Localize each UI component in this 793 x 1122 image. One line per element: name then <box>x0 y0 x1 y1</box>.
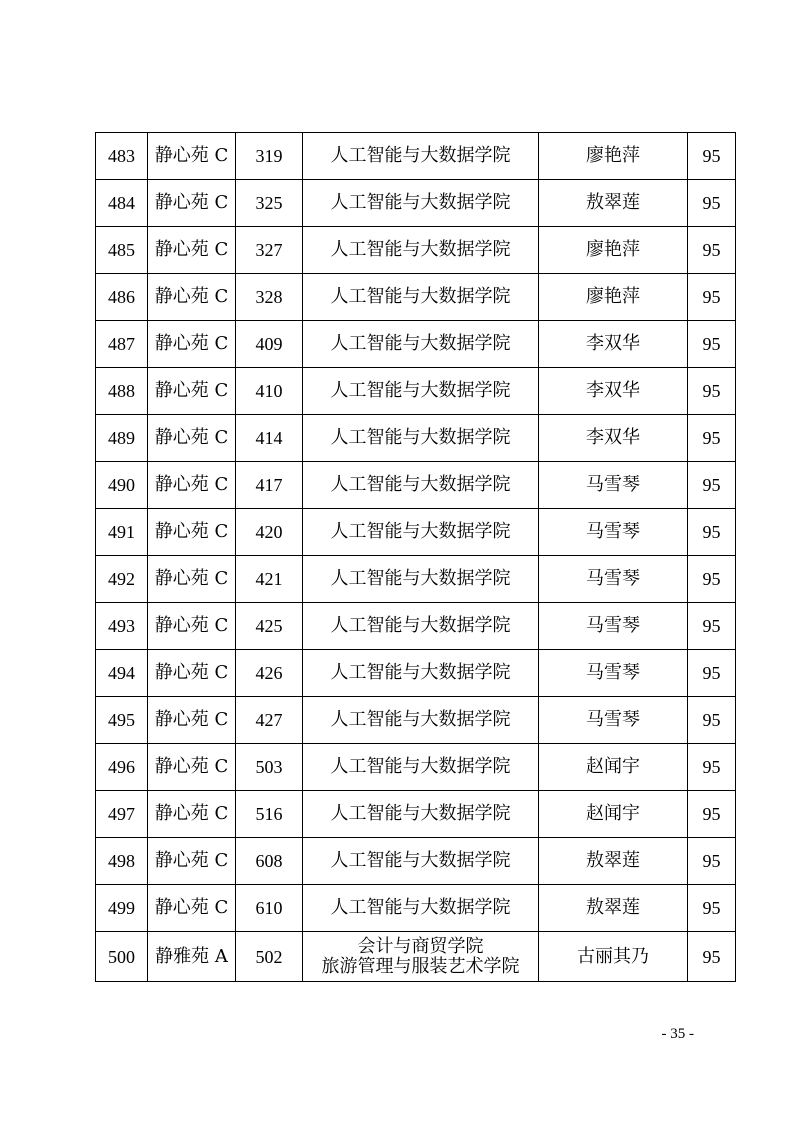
person-cell: 敖翠莲 <box>539 838 688 885</box>
row-number-cell: 496 <box>96 744 148 791</box>
college-cell <box>303 932 539 982</box>
score-cell: 95 <box>688 180 736 227</box>
row-number-cell: 484 <box>96 180 148 227</box>
score-cell: 95 <box>688 227 736 274</box>
row-number-cell: 485 <box>96 227 148 274</box>
college-cell: 人工智能与大数据学院 <box>303 838 539 885</box>
table-row <box>96 509 736 556</box>
score-cell: 95 <box>688 603 736 650</box>
row-number-cell: 490 <box>96 462 148 509</box>
building-cell: 静心苑 C <box>148 180 236 227</box>
college-cell: 人工智能与大数据学院 <box>303 133 539 180</box>
score-cell: 95 <box>688 274 736 321</box>
college-cell: 人工智能与大数据学院 <box>303 321 539 368</box>
row-number-cell: 483 <box>96 133 148 180</box>
score-cell: 95 <box>688 462 736 509</box>
building-cell: 静心苑 C <box>148 274 236 321</box>
building-cell: 静心苑 C <box>148 791 236 838</box>
room-cell: 516 <box>236 791 303 838</box>
row-number-cell: 486 <box>96 274 148 321</box>
table-row <box>96 415 736 462</box>
table-row <box>96 133 736 180</box>
table-row <box>96 932 736 982</box>
person-cell: 马雪琴 <box>539 603 688 650</box>
room-cell: 414 <box>236 415 303 462</box>
room-cell: 502 <box>236 932 303 982</box>
person-cell: 李双华 <box>539 321 688 368</box>
person-cell: 李双华 <box>539 368 688 415</box>
college-line-1: 会计与商贸学院 <box>357 935 484 957</box>
score-cell: 95 <box>688 932 736 982</box>
person-cell: 马雪琴 <box>539 556 688 603</box>
score-cell: 95 <box>688 133 736 180</box>
score-cell: 95 <box>688 838 736 885</box>
row-number-cell: 498 <box>96 838 148 885</box>
table-row <box>96 227 736 274</box>
person-cell: 马雪琴 <box>539 650 688 697</box>
row-number-cell: 491 <box>96 509 148 556</box>
table-row <box>96 368 736 415</box>
person-cell: 李双华 <box>539 415 688 462</box>
room-cell: 608 <box>236 838 303 885</box>
person-cell: 敖翠莲 <box>539 885 688 932</box>
row-number-cell: 494 <box>96 650 148 697</box>
table-row <box>96 791 736 838</box>
building-cell: 静雅苑 A <box>148 932 236 982</box>
college-cell: 人工智能与大数据学院 <box>303 744 539 791</box>
score-cell: 95 <box>688 744 736 791</box>
room-cell: 421 <box>236 556 303 603</box>
building-cell: 静心苑 C <box>148 697 236 744</box>
college-cell: 人工智能与大数据学院 <box>303 697 539 744</box>
building-cell: 静心苑 C <box>148 556 236 603</box>
room-cell: 319 <box>236 133 303 180</box>
building-cell: 静心苑 C <box>148 650 236 697</box>
room-cell: 427 <box>236 697 303 744</box>
table-row <box>96 462 736 509</box>
score-cell: 95 <box>688 791 736 838</box>
person-cell: 廖艳萍 <box>539 133 688 180</box>
college-cell: 人工智能与大数据学院 <box>303 650 539 697</box>
college-cell: 人工智能与大数据学院 <box>303 791 539 838</box>
room-cell: 610 <box>236 885 303 932</box>
room-cell: 426 <box>236 650 303 697</box>
building-cell: 静心苑 C <box>148 744 236 791</box>
row-number-cell: 500 <box>96 932 148 982</box>
score-cell: 95 <box>688 697 736 744</box>
row-number-cell: 487 <box>96 321 148 368</box>
room-cell: 325 <box>236 180 303 227</box>
row-number-cell: 499 <box>96 885 148 932</box>
room-cell: 503 <box>236 744 303 791</box>
room-cell: 425 <box>236 603 303 650</box>
room-cell: 417 <box>236 462 303 509</box>
building-cell: 静心苑 C <box>148 227 236 274</box>
person-cell: 马雪琴 <box>539 697 688 744</box>
table-row <box>96 650 736 697</box>
building-cell: 静心苑 C <box>148 838 236 885</box>
person-cell: 廖艳萍 <box>539 227 688 274</box>
college-cell: 人工智能与大数据学院 <box>303 180 539 227</box>
row-number-cell: 495 <box>96 697 148 744</box>
table-row <box>96 556 736 603</box>
page-number: - 35 - <box>661 1026 694 1042</box>
table-row <box>96 885 736 932</box>
table-row <box>96 603 736 650</box>
building-cell: 静心苑 C <box>148 509 236 556</box>
dormitory-score-table <box>95 132 736 982</box>
person-cell: 赵闻宇 <box>539 791 688 838</box>
score-cell: 95 <box>688 885 736 932</box>
table-row <box>96 697 736 744</box>
college-cell: 人工智能与大数据学院 <box>303 885 539 932</box>
score-cell: 95 <box>688 509 736 556</box>
table-row <box>96 180 736 227</box>
table-row <box>96 838 736 885</box>
room-cell: 327 <box>236 227 303 274</box>
room-cell: 410 <box>236 368 303 415</box>
person-cell: 马雪琴 <box>539 462 688 509</box>
college-cell: 人工智能与大数据学院 <box>303 603 539 650</box>
college-cell: 人工智能与大数据学院 <box>303 462 539 509</box>
building-cell: 静心苑 C <box>148 321 236 368</box>
building-cell: 静心苑 C <box>148 368 236 415</box>
score-cell: 95 <box>688 650 736 697</box>
college-cell: 人工智能与大数据学院 <box>303 274 539 321</box>
college-line-2: 旅游管理与服装艺术学院 <box>321 955 520 977</box>
building-cell: 静心苑 C <box>148 885 236 932</box>
score-cell: 95 <box>688 368 736 415</box>
person-cell: 马雪琴 <box>539 509 688 556</box>
room-cell: 420 <box>236 509 303 556</box>
building-cell: 静心苑 C <box>148 415 236 462</box>
college-cell: 人工智能与大数据学院 <box>303 227 539 274</box>
person-cell: 廖艳萍 <box>539 274 688 321</box>
person-cell: 古丽其乃 <box>539 932 688 982</box>
table-row <box>96 321 736 368</box>
score-cell: 95 <box>688 556 736 603</box>
table-row <box>96 744 736 791</box>
room-cell: 409 <box>236 321 303 368</box>
row-number-cell: 493 <box>96 603 148 650</box>
college-cell: 人工智能与大数据学院 <box>303 556 539 603</box>
college-cell: 人工智能与大数据学院 <box>303 509 539 556</box>
row-number-cell: 497 <box>96 791 148 838</box>
table-body <box>96 133 736 982</box>
college-cell: 人工智能与大数据学院 <box>303 415 539 462</box>
row-number-cell: 489 <box>96 415 148 462</box>
score-cell: 95 <box>688 321 736 368</box>
person-cell: 赵闻宇 <box>539 744 688 791</box>
score-cell: 95 <box>688 415 736 462</box>
person-cell: 敖翠莲 <box>539 180 688 227</box>
building-cell: 静心苑 C <box>148 603 236 650</box>
building-cell: 静心苑 C <box>148 133 236 180</box>
row-number-cell: 492 <box>96 556 148 603</box>
row-number-cell: 488 <box>96 368 148 415</box>
building-cell: 静心苑 C <box>148 462 236 509</box>
room-cell: 328 <box>236 274 303 321</box>
college-cell: 人工智能与大数据学院 <box>303 368 539 415</box>
table-row <box>96 274 736 321</box>
